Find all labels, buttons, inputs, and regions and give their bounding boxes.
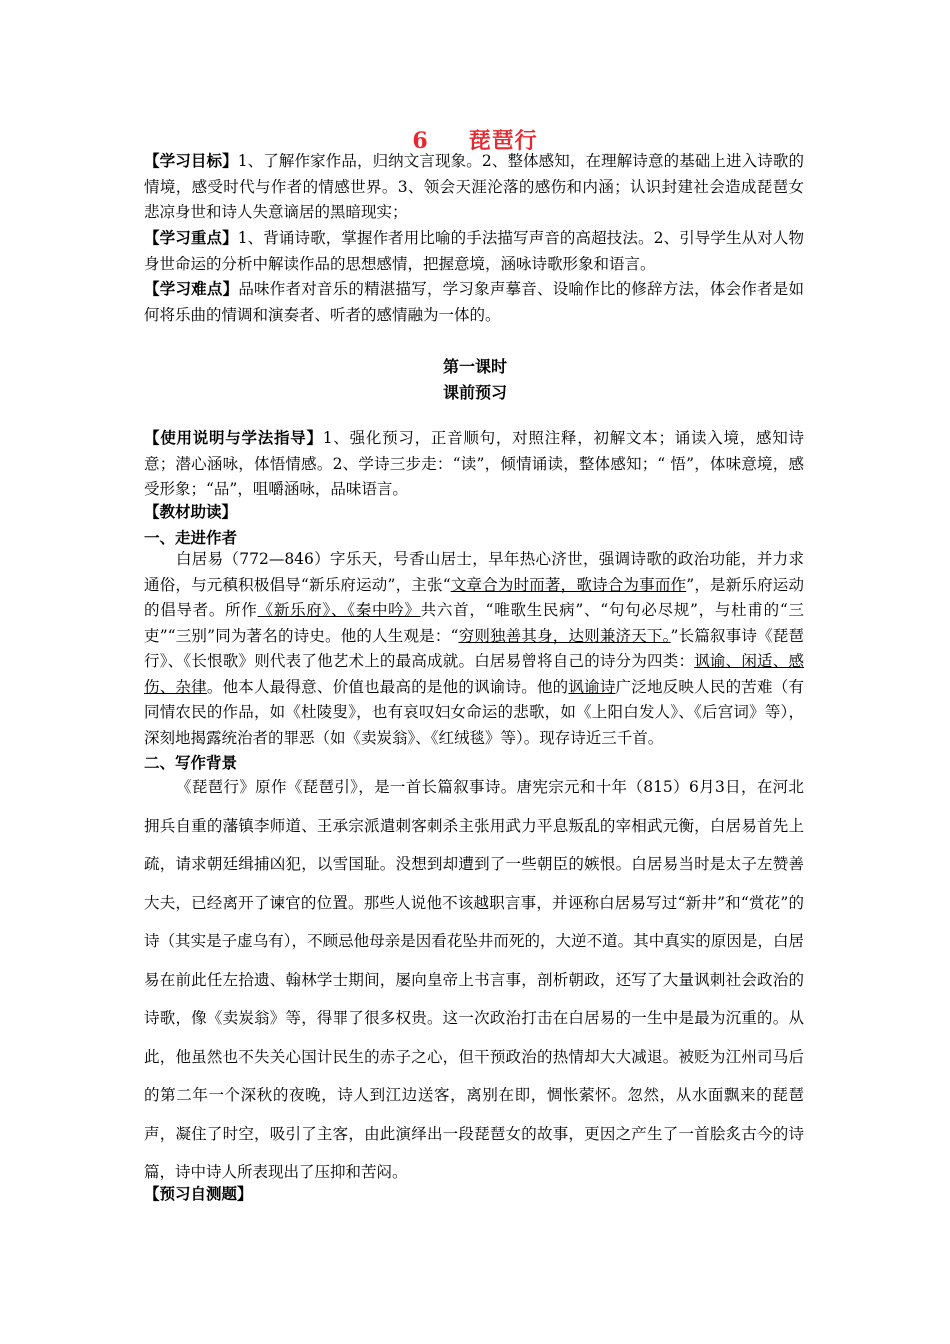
author-text-3: 共六首，“唯歌生民病”、“句句必尽规”，与杜甫的“三吏”“三别”同为著名的诗史。他的人生观是：“ [144,601,804,645]
lesson-heading: 第一课时 [442,357,507,376]
author-text-6: 广泛地反映人民的苦难（有同情农民的作品，如《杜陵叟》，也有哀叹妇女命运的悲歌，如《上阳白发人》、《后宫词》等），深刻地揭露统治者的罪恶（如《卖炭翁》、《红绒毯》等）。现存诗近三千首。 [144,677,804,747]
instructions-label: 【使用说明与学法指导】 [144,428,323,447]
instructions-text: 1、强化预习，正音顺句，对照注释，初解文本；诵读入境，感知诗意；潜心涵咏，体悟情感。2、学诗三步走：“读”，倾情诵读，整体感知；“ 悟”，体味意境，感受形象；“品”，咀嚼涵咏，品味语言。 [144,429,804,498]
difficulties-paragraph [144,276,804,328]
author-text-4: ”长篇叙事诗《琵琶行》、《长恨歌》则代表了他艺术上的最高成就。白居易曾将自己的诗分为四类： [144,626,804,670]
lesson-title: 琵琶行 [468,128,538,154]
objectives-text: 1、了解作家作品，归纳文言现象。2、整体感知，在理解诗意的基础上进入诗歌的情境，感受时代与作者的情感世界。3、领会天涯沦落的感伤和内涵；认识封建社会造成琵琶女悲凉身世和诗人失意谪居的黑暗现实； [144,152,804,221]
author-underline-5: 讽谕诗 [568,677,616,696]
difficulties-label: 【学习难点】 [144,279,239,298]
author-heading: 一、走进作者 [144,528,238,547]
self-test-label: 【预习自测题】 [144,1184,253,1203]
background-heading: 二、写作背景 [144,753,238,772]
textbook-label: 【教材助读】 [144,502,238,521]
author-underline-2: 《新乐府》、《秦中吟》 [257,601,421,619]
objectives-paragraph [144,148,804,226]
key-points-paragraph [144,225,804,277]
author-underline-1: 文章合为时而著，歌诗合为事而作 [450,575,687,594]
key-points-label: 【学习重点】 [144,228,238,247]
instructions-paragraph [144,425,804,503]
author-underline-3: 穷则独善其身，达则兼济天下。 [458,626,671,645]
author-text-1: 白居易（772—846）字乐天，号香山居士，早年热心济世，强调诗歌的政治功能，并力求通俗，与元稹积极倡导“新乐府运动”，主张“ [144,550,804,594]
objectives-label: 【学习目标】 [144,151,238,170]
difficulties-text: 品味作者对音乐的精湛描写，学习象声摹音、设喻作比的修辞方法，体会作者是如何将乐曲的情调和演奏者、听者的感情融为一体的。 [144,280,804,324]
author-paragraph [144,547,804,751]
author-underline-4: 讽谕、闲适、感伤、杂律 [144,652,804,696]
key-points-text: 1、背诵诗歌，掌握作者用比喻的手法描写声音的高超技法。2、引导学生从对人物身世命运的分析中解读作品的思想感情，把握意境，涵咏诗歌形象和语言。 [144,229,804,273]
lesson-number: 6 [412,128,429,154]
preview-heading: 课前预习 [442,383,507,402]
author-text-2: ”，是新乐府运动的倡导者。所作 [144,575,804,619]
author-text-5: 。他本人最得意、价值也最高的是他的讽谕诗。他的 [206,677,569,696]
background-paragraph: 《琵琶行》原作《琵琶引》，是一首长篇叙事诗。唐宪宗元和十年（815）6月3日，在河北拥兵自重的藩镇李师道、王承宗派遣刺客刺杀主张用武力平息叛乱的宰相武元衡，白居易首先上疏，请求朝廷缉捕凶犯，以雪国耻。没想到却遭到了一些朝臣的嫉恨。白居易当时是太子左赞善大夫，已经离开了谏官的位置。那些人说他不该越职言事，并诬称白居易写过“新井”和“赏花”的诗（其实是子虚乌有），不顾忌他母亲是因看花坠井而死的，大逆不道。其中真实的原因是，白居易在前此任左拾遗、翰林学士期间，屡向皇帝上书言事，剖析朝政，还写了大量讽刺社会政治的诗歌，像《卖炭翁》等，得罪了很多权贵。这一次政治打击在白居易的一生中是最为沉重的。从此，他虽然也不失关心国计民生的赤子之心，但干预政治的热情却大大减退。被贬为江州司马后的第二年一个深秋的夜晚，诗人到江边送客，离别在即，惆怅萦怀。忽然，从水面飘来的琵琶声，凝住了时空，吸引了主客，由此演绎出一段琵琶女的故事，更因之产生了一首脍炙古今的诗篇，诗中诗人所表现出了压抑和苦闷。 [144,778,804,1181]
